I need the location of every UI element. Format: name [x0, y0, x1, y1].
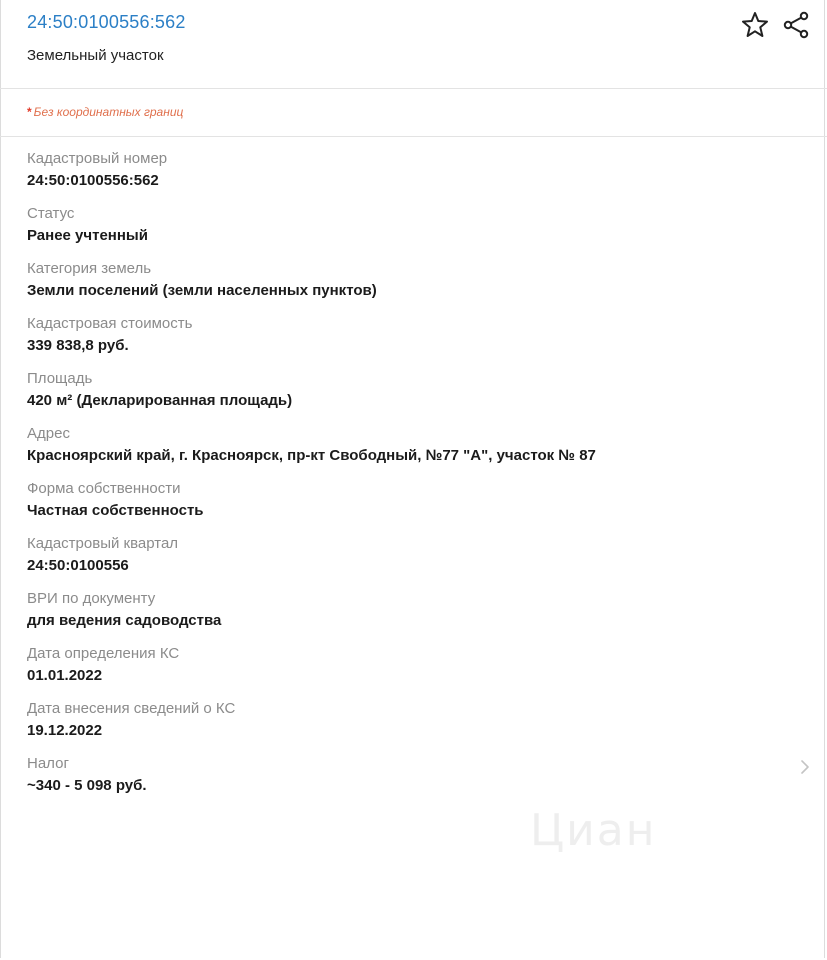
watermark-logo: Циан: [530, 805, 657, 856]
field-label: Дата определения КС: [27, 645, 180, 662]
field-label: Кадастровая стоимость: [27, 315, 193, 332]
cadastral-number-link[interactable]: 24:50:0100556:562: [27, 12, 186, 32]
header: [0, 0, 827, 88]
star-icon[interactable]: [740, 10, 770, 40]
object-type: Земельный участок: [27, 47, 164, 64]
field-address: [27, 425, 797, 480]
field-label: Статус: [27, 205, 75, 222]
field-area: [27, 370, 797, 425]
field-label: Налог: [27, 755, 69, 772]
field-cadastral-number: [27, 150, 797, 205]
field-cadastral-quarter: [27, 535, 797, 590]
field-label: Площадь: [27, 370, 93, 387]
property-fields: [27, 150, 797, 810]
field-value: Частная собственность: [27, 502, 204, 519]
field-cadastral-value: [27, 315, 797, 370]
no-boundaries-warning: [27, 105, 183, 119]
warning-text: Без координатных границ: [33, 105, 184, 119]
field-status: [27, 205, 797, 260]
field-label: ВРИ по документу: [27, 590, 156, 607]
field-value: 01.01.2022: [27, 667, 103, 684]
warning-divider: [0, 136, 827, 137]
warning-asterisk: *: [27, 105, 32, 119]
field-value: 19.12.2022: [27, 722, 103, 739]
header-divider: [0, 88, 827, 89]
field-value: Красноярский край, г. Красноярск, пр-кт Свободный, №77 "А", участок № 87: [27, 447, 596, 464]
field-value: 339 838,8 руб.: [27, 337, 129, 354]
field-value: для ведения садоводства: [27, 612, 222, 629]
field-permitted-use: [27, 590, 797, 645]
field-label: Категория земель: [27, 260, 152, 277]
field-label: Кадастровый квартал: [27, 535, 179, 552]
chevron-right-icon[interactable]: [798, 758, 812, 776]
field-label: Кадастровый номер: [27, 150, 168, 167]
field-value: 24:50:0100556:562: [27, 172, 159, 189]
field-value: 420 м² (Декларированная площадь): [27, 392, 293, 409]
field-valuation-entry-date: [27, 700, 797, 755]
field-label: Адрес: [27, 425, 70, 442]
field-land-category: [27, 260, 797, 315]
field-value: Земли поселений (земли населенных пунктов): [27, 282, 377, 299]
share-icon[interactable]: [781, 10, 811, 40]
field-ownership-form: [27, 480, 797, 535]
field-value: ~340 - 5 098 руб.: [27, 777, 147, 794]
field-tax[interactable]: [27, 755, 797, 810]
field-label: Дата внесения сведений о КС: [27, 700, 236, 717]
field-value: Ранее учтенный: [27, 227, 148, 244]
field-value: 24:50:0100556: [27, 557, 129, 574]
field-valuation-date: [27, 645, 797, 700]
field-label: Форма собственности: [27, 480, 181, 497]
